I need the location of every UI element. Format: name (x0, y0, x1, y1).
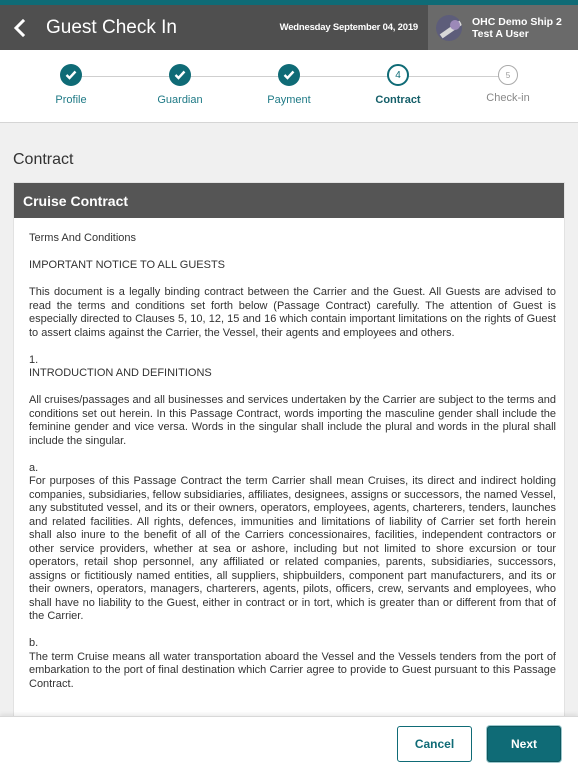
clause-number: a. (29, 461, 39, 474)
checkmark-icon (169, 64, 191, 86)
user-name: Test A User (472, 27, 529, 40)
step-number: 5 (498, 65, 518, 85)
contract-text[interactable] (14, 218, 564, 691)
step-number: 4 (387, 64, 409, 86)
step-profile[interactable] (31, 64, 111, 106)
cancel-button[interactable]: Cancel (397, 726, 472, 762)
contract-paragraph: All cruises/passages and all businesses and services undertaken by the Carrier are subject to the terms and conditions set out herein. In this Passage Contract, words importing the masculine gender shall include the feminine gender and vice versa. Words in the singular shall include the plural and words in the plural shall include the singular. (29, 394, 556, 447)
ship-user-panel[interactable] (428, 5, 578, 50)
contract-paragraph: For purposes of this Passage Contract the term Carrier shall mean Cruises, its direct and indirect holding companies, subsidiaries, fellow subsidiaries, affiliates, designees, assigns or successors, the named Vessel, any substituted vessel, and its or their owners, operators, employees, agents, charterers, tenders, launches and related facilities. All rights, defences, immunities and limitations of liability of Carrier set forth herein shall also inure to the benefit of all of the Carriers concessionaires, facilities, independent contractors or other service providers, whether at sea or ashore, including but not limited to shore excursion or tour operators, retail shop personnel, any affiliated or related companies, parents, subsidiaries, successors, assigns or fictitiously named entities, all suppliers, shipbuilders, component part manufacturers, and its or their owners, operators, managers, charterers, agents, pilots, officers, crew, servants and employees, who shall have no liability to the Guest, either in contract or in tort, which is greater than or different from that of the Carrier. (29, 475, 556, 622)
contract-heading: Terms And Conditions (29, 232, 136, 244)
contract-card (13, 182, 565, 742)
page-title: Guest Check In (46, 16, 177, 38)
step-guardian[interactable] (140, 64, 220, 106)
clause-number: 1. (29, 353, 39, 366)
contract-notice: IMPORTANT NOTICE TO ALL GUESTS (29, 259, 226, 271)
step-payment[interactable] (249, 64, 329, 106)
back-button[interactable] (0, 5, 38, 50)
app-header (0, 5, 578, 50)
contract-paragraph: This document is a legally binding contract between the Carrier and the Guest. All Guests are advised to read the terms and conditions set forth below (Passage Contract) carefully. The attention of Guest is especially directed to Clauses 5, 10, 12, 15 and 16 which contain important limitations on the rights of Guest to assert claims against the Carrier, the Vessel, their agents and employees and others. (29, 286, 556, 339)
step-label: Contract (375, 94, 421, 106)
clause-heading: INTRODUCTION AND DEFINITIONS (29, 367, 212, 379)
ship-logo (436, 15, 462, 41)
card-title: Cruise Contract (14, 183, 564, 218)
step-label: Guardian (157, 94, 203, 106)
step-contract[interactable] (358, 64, 438, 106)
progress-stepper (0, 50, 578, 123)
step-label: Check-in (486, 92, 530, 104)
step-label: Profile (55, 94, 87, 106)
step-checkin (468, 65, 548, 104)
section-title: Contract (13, 151, 74, 168)
clause-number: b. (29, 637, 39, 649)
contract-paragraph: The term Cruise means all water transportation aboard the Vessel and the Vessels tenders from the port of embarkation to the port of final destination which Carrier agree to provide to Guest pursuant to this Passage Contract. (29, 650, 556, 690)
checkmark-icon (60, 64, 82, 86)
next-button[interactable]: Next (487, 726, 561, 762)
ship-name: OHC Demo Ship 2 (472, 15, 562, 28)
current-date: Wednesday September 04, 2019 (279, 22, 418, 33)
step-label: Payment (267, 94, 311, 106)
checkmark-icon (278, 64, 300, 86)
chevron-left-icon (12, 19, 26, 37)
action-footer (0, 716, 578, 770)
